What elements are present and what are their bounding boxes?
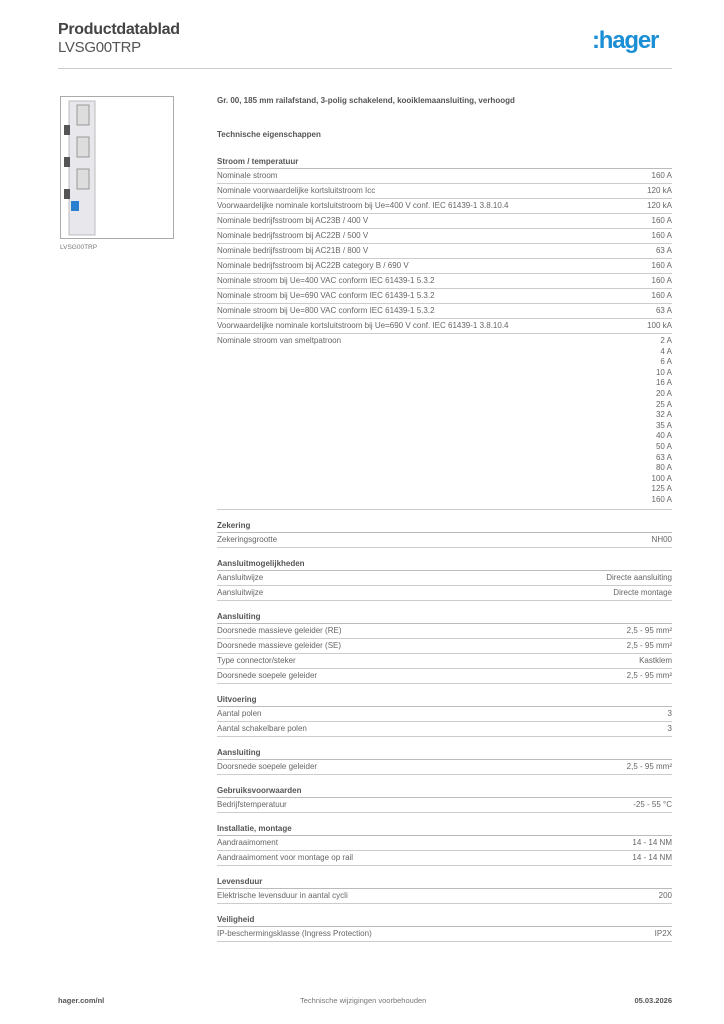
hager-logo: :hager — [592, 27, 659, 54]
spec-label: Nominale stroom — [217, 171, 278, 180]
product-image — [60, 96, 174, 239]
footer-date: 05.03.2026 — [634, 996, 672, 1005]
section-title: Levensduur — [217, 875, 672, 889]
spec-section — [217, 913, 672, 942]
spec-row — [217, 319, 672, 334]
spec-label: IP-beschermingsklasse (Ingress Protection) — [217, 928, 372, 938]
spec-row — [217, 214, 672, 229]
spec-value-item: 32 A — [655, 410, 672, 420]
spec-value-item: 6 A — [660, 357, 672, 367]
spec-label: Doorsnede soepele geleider — [217, 761, 318, 771]
spec-value: 120 kA — [647, 186, 672, 195]
spec-row — [217, 169, 672, 184]
spec-row — [217, 707, 672, 722]
spec-label: Nominale bedrijfsstroom bij AC22B category B / 690 V — [217, 261, 409, 270]
fuse-switch-illustration — [61, 97, 173, 238]
spec-label: Doorsnede massieve geleider (RE) — [217, 625, 342, 635]
spec-value: 2,5 - 95 mm² — [626, 640, 672, 650]
spec-value-item: 2 A — [660, 336, 672, 345]
spec-row — [217, 274, 672, 289]
technical-heading: Technische eigenschappen — [217, 130, 321, 139]
spec-label: Nominale stroom bij Ue=690 VAC conform IEC 61439-1 5.3.2 — [217, 291, 435, 300]
spec-row — [217, 289, 672, 304]
spec-value-item: 50 A — [655, 441, 672, 451]
spec-value-item: 4 A — [660, 346, 672, 356]
spec-value: 63 A — [655, 246, 672, 255]
spec-value: 2,5 - 95 mm² — [626, 670, 672, 680]
spec-label: Type connector/steker — [217, 655, 296, 665]
spec-value: 160 A — [651, 291, 672, 300]
spec-section — [217, 519, 672, 548]
spec-row — [217, 639, 672, 654]
spec-row — [217, 760, 672, 775]
spec-value: 160 A — [651, 231, 672, 240]
spec-value-item: 35 A — [655, 420, 672, 430]
spec-value-item: 63 A — [655, 452, 672, 462]
spec-value: 14 - 14 NM — [632, 837, 672, 847]
spec-label: Aandraaimoment voor montage op rail — [217, 852, 354, 862]
product-description: Gr. 00, 185 mm railafstand, 3-polig schakelend, kooiklemaansluiting, verhoogd — [217, 96, 515, 105]
spec-row — [217, 571, 672, 586]
spec-row — [217, 199, 672, 214]
section-title: Gebruiksvoorwaarden — [217, 784, 672, 798]
section-title: Installatie, montage — [217, 822, 672, 836]
product-code: LVSG00TRP — [58, 39, 141, 56]
spec-value: 2,5 - 95 mm² — [626, 625, 672, 635]
section-title: Veiligheid — [217, 913, 672, 927]
spec-value: 63 A — [655, 306, 672, 315]
spec-row — [217, 229, 672, 244]
spec-value: 160 A — [651, 216, 672, 225]
spec-row — [217, 259, 672, 274]
section-title: Stroom / temperatuur — [217, 155, 672, 169]
spec-row — [217, 624, 672, 639]
spec-value: 2,5 - 95 mm² — [626, 761, 672, 771]
spec-label: Aandraaimoment — [217, 837, 278, 847]
spec-row — [217, 244, 672, 259]
spec-section — [217, 875, 672, 904]
spec-row — [217, 889, 672, 904]
spec-value-item: 80 A — [655, 463, 672, 473]
spec-value: 14 - 14 NM — [632, 852, 672, 862]
spec-value: 3 — [667, 708, 672, 718]
spec-value: Kastklem — [639, 655, 672, 665]
spec-value: IP2X — [654, 928, 672, 938]
spec-value: 160 A — [651, 276, 672, 285]
header-divider — [58, 68, 672, 69]
spec-section — [217, 822, 672, 866]
spec-label: Nominale stroom van smeltpatroon — [217, 336, 342, 345]
spec-label: Zekeringsgrootte — [217, 534, 278, 544]
image-caption: LVSG00TRP — [60, 244, 98, 251]
spec-row — [217, 798, 672, 813]
spec-section — [217, 155, 672, 510]
spec-row — [217, 851, 672, 866]
footer-website[interactable]: hager.com/nl — [58, 996, 105, 1005]
spec-row — [217, 836, 672, 851]
spec-value-item: 16 A — [655, 378, 672, 388]
spec-label: Nominale voorwaardelijke kortsluitstroom Icc — [217, 186, 376, 195]
spec-section — [217, 746, 672, 775]
section-title: Uitvoering — [217, 693, 672, 707]
spec-label: Aantal polen — [217, 708, 262, 718]
spec-value-item: 25 A — [655, 399, 672, 409]
section-title: Zekering — [217, 519, 672, 533]
spec-label: Nominale stroom bij Ue=800 VAC conform IEC 61439-1 5.3.2 — [217, 306, 435, 315]
spec-section — [217, 557, 672, 601]
spec-section — [217, 693, 672, 737]
spec-section — [217, 784, 672, 813]
spec-table — [217, 155, 672, 951]
spec-value: -25 - 55 °C — [633, 799, 672, 809]
spec-row — [217, 304, 672, 319]
spec-row — [217, 927, 672, 942]
spec-label: Elektrische levensduur in aantal cycli — [217, 890, 348, 900]
spec-value: 160 A — [651, 261, 672, 270]
spec-value-item: 20 A — [655, 388, 672, 398]
spec-value: 3 — [667, 723, 672, 733]
spec-label: Aansluitwijze — [217, 587, 264, 597]
spec-value-item: 10 A — [655, 367, 672, 377]
spec-value: 200 — [658, 890, 672, 900]
spec-value: Directe aansluiting — [606, 572, 672, 582]
spec-row — [217, 669, 672, 684]
spec-row — [217, 586, 672, 601]
spec-row — [217, 334, 672, 510]
spec-label: Voorwaardelijke nominale kortsluitstroom bij Ue=690 V conf. IEC 61439-1 3.8.10.4 — [217, 321, 509, 330]
spec-label: Doorsnede massieve geleider (SE) — [217, 640, 342, 650]
spec-value: Directe montage — [613, 587, 672, 597]
spec-value-item: 40 A — [655, 431, 672, 441]
spec-value: 120 kA — [647, 201, 672, 210]
spec-label: Aansluitwijze — [217, 572, 264, 582]
section-title: Aansluiting — [217, 610, 672, 624]
spec-section — [217, 610, 672, 684]
section-title: Aansluiting — [217, 746, 672, 760]
page-title: Productdatablad — [58, 21, 180, 38]
spec-row — [217, 184, 672, 199]
spec-label: Nominale bedrijfsstroom bij AC21B / 800 V — [217, 246, 369, 255]
spec-value: 100 kA — [647, 321, 672, 330]
spec-label: Aantal schakelbare polen — [217, 723, 307, 733]
spec-value-item: 100 A — [651, 473, 672, 483]
spec-row — [217, 533, 672, 548]
spec-value: 160 A — [651, 171, 672, 180]
spec-label: Bedrijfstemperatuur — [217, 799, 287, 809]
spec-label: Nominale bedrijfsstroom bij AC23B / 400 V — [217, 216, 369, 225]
spec-value-item: 160 A — [651, 494, 672, 504]
spec-value-item: 125 A — [651, 484, 672, 494]
spec-row — [217, 654, 672, 669]
spec-label: Nominale bedrijfsstroom bij AC22B / 500 V — [217, 231, 369, 240]
spec-label: Doorsnede soepele geleider — [217, 670, 318, 680]
section-title: Aansluitmogelijkheden — [217, 557, 672, 571]
footer-disclaimer: Technische wijzigingen voorbehouden — [300, 996, 427, 1005]
spec-label: Voorwaardelijke nominale kortsluitstroom bij Ue=400 V conf. IEC 61439-1 3.8.10.4 — [217, 201, 509, 210]
spec-row — [217, 722, 672, 737]
spec-value — [652, 334, 672, 509]
spec-label: Nominale stroom bij Ue=400 VAC conform IEC 61439-1 5.3.2 — [217, 276, 435, 285]
spec-value: NH00 — [651, 534, 672, 544]
